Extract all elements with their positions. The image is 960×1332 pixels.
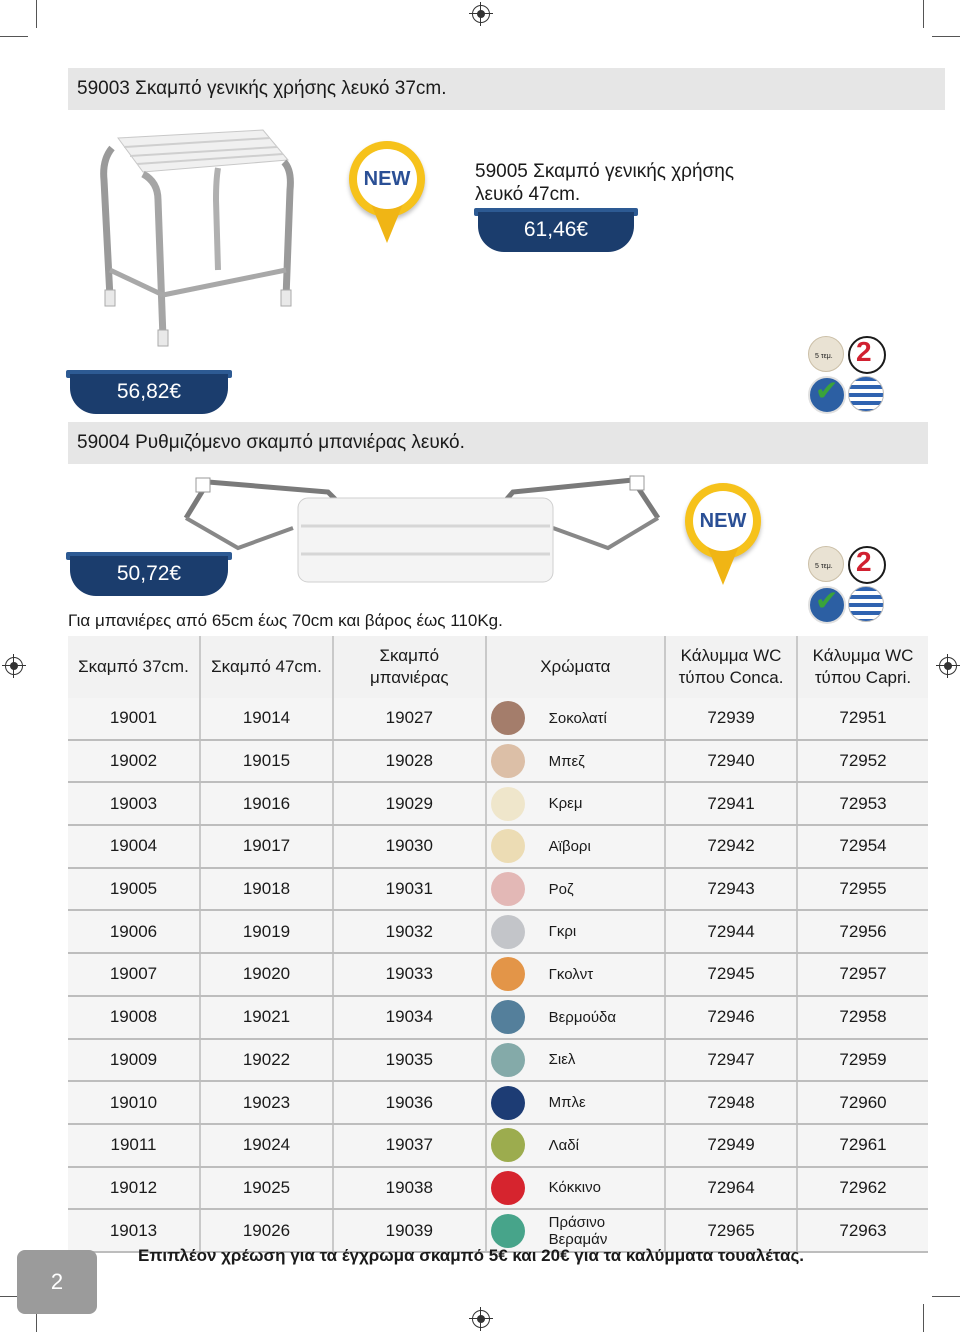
color-cell — [486, 910, 665, 953]
code-wc-capri: 72959 — [797, 1039, 928, 1082]
color-name: Γκρι — [548, 923, 577, 941]
code-stool-47: 19024 — [200, 1124, 333, 1167]
code-stool-47: 19021 — [200, 996, 333, 1039]
check-icon: ✔ — [815, 585, 839, 616]
code-bath-stool: 19034 — [333, 996, 486, 1039]
table-row — [68, 1167, 928, 1210]
color-name: Βερμούδα — [548, 1008, 617, 1026]
header-stool-37: Σκαμπό 37cm. — [68, 636, 200, 698]
code-bath-stool: 19031 — [333, 868, 486, 911]
registration-mark — [5, 657, 23, 675]
code-stool-47: 19022 — [200, 1039, 333, 1082]
color-cell — [486, 953, 665, 996]
code-wc-conca: 72947 — [665, 1039, 797, 1082]
code-wc-conca: 72949 — [665, 1124, 797, 1167]
page-number: 2 — [50, 1269, 64, 1294]
code-bath-stool: 19039 — [333, 1209, 486, 1252]
new-badge — [349, 141, 425, 245]
color-cell — [486, 1039, 665, 1082]
color-name: Πράσινο Βεραμάν — [548, 1213, 608, 1248]
code-wc-conca: 72964 — [665, 1167, 797, 1210]
color-swatch — [491, 744, 525, 778]
table-body — [68, 698, 928, 1252]
table-row — [68, 910, 928, 953]
color-swatch — [491, 787, 525, 821]
color-name: Σοκολατί — [548, 709, 607, 727]
table-row — [68, 868, 928, 911]
color-name: Σιελ — [548, 1051, 576, 1069]
code-wc-capri: 72953 — [797, 782, 928, 825]
code-stool-37: 19013 — [68, 1209, 200, 1252]
check-icon: ✔ — [815, 375, 839, 406]
color-name: Κόκκινο — [548, 1179, 601, 1197]
code-wc-conca: 72945 — [665, 953, 797, 996]
code-bath-stool: 19035 — [333, 1039, 486, 1082]
greek-flag-icon — [848, 376, 884, 412]
code-stool-47: 19026 — [200, 1209, 333, 1252]
table-row — [68, 1039, 928, 1082]
table-row — [68, 1081, 928, 1124]
pack-label: 5 τεμ. — [815, 353, 833, 360]
table-row — [68, 825, 928, 868]
product-title-59003 — [68, 68, 945, 110]
color-name: Μπλε — [548, 1094, 586, 1112]
registration-mark — [472, 1310, 490, 1328]
crop-mark — [0, 36, 28, 37]
code-stool-47: 19014 — [200, 698, 333, 740]
header-wc-conca-label: Κάλυμμα WC τύπου Conca. — [678, 646, 784, 687]
code-wc-capri: 72955 — [797, 868, 928, 911]
table-row — [68, 782, 928, 825]
color-cell — [486, 996, 665, 1039]
code-wc-conca: 72943 — [665, 868, 797, 911]
table-header-row — [68, 636, 928, 698]
color-name: Γκολντ — [548, 965, 594, 983]
new-label: NEW — [363, 167, 411, 190]
code-stool-37: 19009 — [68, 1039, 200, 1082]
code-stool-47: 19019 — [200, 910, 333, 953]
color-cell — [486, 1167, 665, 1210]
code-wc-conca: 72944 — [665, 910, 797, 953]
code-wc-conca: 72946 — [665, 996, 797, 1039]
color-swatch — [491, 1171, 525, 1205]
header-wc-capri — [797, 636, 928, 698]
code-stool-37: 19006 — [68, 910, 200, 953]
price-59004: 50,72€ — [116, 562, 182, 585]
color-cell — [486, 698, 665, 740]
code-wc-capri: 72951 — [797, 698, 928, 740]
header-colors: Χρώματα — [486, 636, 665, 698]
code-stool-47: 19020 — [200, 953, 333, 996]
code-stool-47: 19016 — [200, 782, 333, 825]
code-stool-37: 19011 — [68, 1124, 200, 1167]
code-wc-capri: 72963 — [797, 1209, 928, 1252]
color-swatch — [491, 915, 525, 949]
code-stool-37: 19005 — [68, 868, 200, 911]
color-cell — [486, 868, 665, 911]
header-wc-capri-label: Κάλυμμα WC τύπου Capri. — [812, 646, 914, 687]
color-cell — [486, 782, 665, 825]
color-swatch — [491, 1128, 525, 1162]
crop-mark — [36, 0, 37, 28]
code-stool-37: 19012 — [68, 1167, 200, 1210]
header-bath-stool — [333, 636, 486, 698]
code-stool-47: 19018 — [200, 868, 333, 911]
table-row — [68, 996, 928, 1039]
color-swatch — [491, 701, 525, 735]
color-swatch — [491, 1214, 525, 1248]
color-cell — [486, 1081, 665, 1124]
color-swatch — [491, 1086, 525, 1120]
code-wc-conca: 72942 — [665, 825, 797, 868]
crop-mark — [923, 0, 924, 28]
registration-mark — [472, 5, 490, 23]
code-stool-37: 19003 — [68, 782, 200, 825]
code-bath-stool: 19038 — [333, 1167, 486, 1210]
pack-label: 5 τεμ. — [815, 563, 833, 570]
color-swatch — [491, 957, 525, 991]
warranty-label: 2 — [856, 336, 872, 367]
code-wc-capri: 72958 — [797, 996, 928, 1039]
table-row — [68, 698, 928, 740]
product-title-59005: 59005 Σκαμπό γενικής χρήσης λευκό 47cm. — [475, 161, 735, 205]
code-wc-capri: 72962 — [797, 1167, 928, 1210]
color-swatch — [491, 829, 525, 863]
page-number-badge — [17, 1250, 97, 1314]
new-badge — [685, 483, 761, 587]
code-bath-stool: 19029 — [333, 782, 486, 825]
product-title-text: 59003 Σκαμπό γενικής χρήσης λευκό 37cm. — [77, 78, 447, 99]
code-bath-stool: 19027 — [333, 698, 486, 740]
header-bath-stool-label: Σκαμπό μπανιέρας — [369, 646, 449, 687]
product-title-59004 — [68, 422, 928, 464]
bath-seat-note: Για μπανιέρες από 65cm έως 70cm και βάρος έως 110Kg. — [68, 611, 503, 630]
code-stool-47: 19017 — [200, 825, 333, 868]
crop-mark — [932, 1296, 960, 1297]
header-wc-conca — [665, 636, 797, 698]
product-title-text: 59004 Ρυθμιζόμενο σκαμπό μπανιέρας λευκό. — [77, 432, 465, 453]
price-ribbon-59005 — [478, 208, 634, 256]
code-wc-conca: 72941 — [665, 782, 797, 825]
code-wc-capri: 72956 — [797, 910, 928, 953]
table-row — [68, 1124, 928, 1167]
code-stool-37: 19002 — [68, 740, 200, 783]
code-bath-stool: 19032 — [333, 910, 486, 953]
crop-mark — [932, 36, 960, 37]
color-swatch — [491, 872, 525, 906]
product-codes-table — [68, 636, 928, 1253]
table-row — [68, 740, 928, 783]
code-wc-capri: 72954 — [797, 825, 928, 868]
new-label: NEW — [699, 509, 747, 532]
greek-flag-icon — [848, 586, 884, 622]
footer-note: Επιπλέον χρέωση για τα έγχρωμα σκαμπό 5€ και 20€ για τα καλύμματα τουαλέτας. — [138, 1246, 805, 1265]
code-wc-capri: 72957 — [797, 953, 928, 996]
code-wc-conca: 72939 — [665, 698, 797, 740]
price-ribbon-59004 — [70, 552, 228, 600]
color-cell — [486, 1124, 665, 1167]
price-ribbon-59003 — [70, 370, 228, 418]
code-bath-stool: 19033 — [333, 953, 486, 996]
stool-image — [88, 120, 308, 350]
code-stool-37: 19008 — [68, 996, 200, 1039]
color-name: Κρεμ — [548, 795, 583, 813]
registration-mark — [939, 657, 957, 675]
code-wc-conca: 72965 — [665, 1209, 797, 1252]
color-swatch — [491, 1000, 525, 1034]
color-name: Λαδί — [548, 1136, 579, 1154]
code-wc-conca: 72940 — [665, 740, 797, 783]
color-swatch — [491, 1043, 525, 1077]
color-cell — [486, 740, 665, 783]
code-bath-stool: 19028 — [333, 740, 486, 783]
color-cell — [486, 825, 665, 868]
table-row — [68, 953, 928, 996]
code-stool-37: 19007 — [68, 953, 200, 996]
code-wc-capri: 72961 — [797, 1124, 928, 1167]
bath-seat-image — [178, 470, 668, 595]
code-stool-47: 19015 — [200, 740, 333, 783]
color-name: Μπεζ — [548, 752, 585, 770]
code-bath-stool: 19036 — [333, 1081, 486, 1124]
code-bath-stool: 19037 — [333, 1124, 486, 1167]
crop-mark — [923, 1304, 924, 1332]
code-wc-conca: 72948 — [665, 1081, 797, 1124]
code-stool-47: 19025 — [200, 1167, 333, 1210]
color-name: Αϊβορι — [548, 837, 591, 855]
color-name: Ροζ — [548, 880, 574, 898]
code-stool-47: 19023 — [200, 1081, 333, 1124]
code-stool-37: 19010 — [68, 1081, 200, 1124]
code-stool-37: 19001 — [68, 698, 200, 740]
code-wc-capri: 72952 — [797, 740, 928, 783]
code-wc-capri: 72960 — [797, 1081, 928, 1124]
header-stool-47: Σκαμπό 47cm. — [200, 636, 333, 698]
warranty-label: 2 — [856, 546, 872, 577]
price-59005: 61,46€ — [523, 218, 589, 241]
code-bath-stool: 19030 — [333, 825, 486, 868]
price-59003: 56,82€ — [116, 380, 182, 403]
code-stool-37: 19004 — [68, 825, 200, 868]
